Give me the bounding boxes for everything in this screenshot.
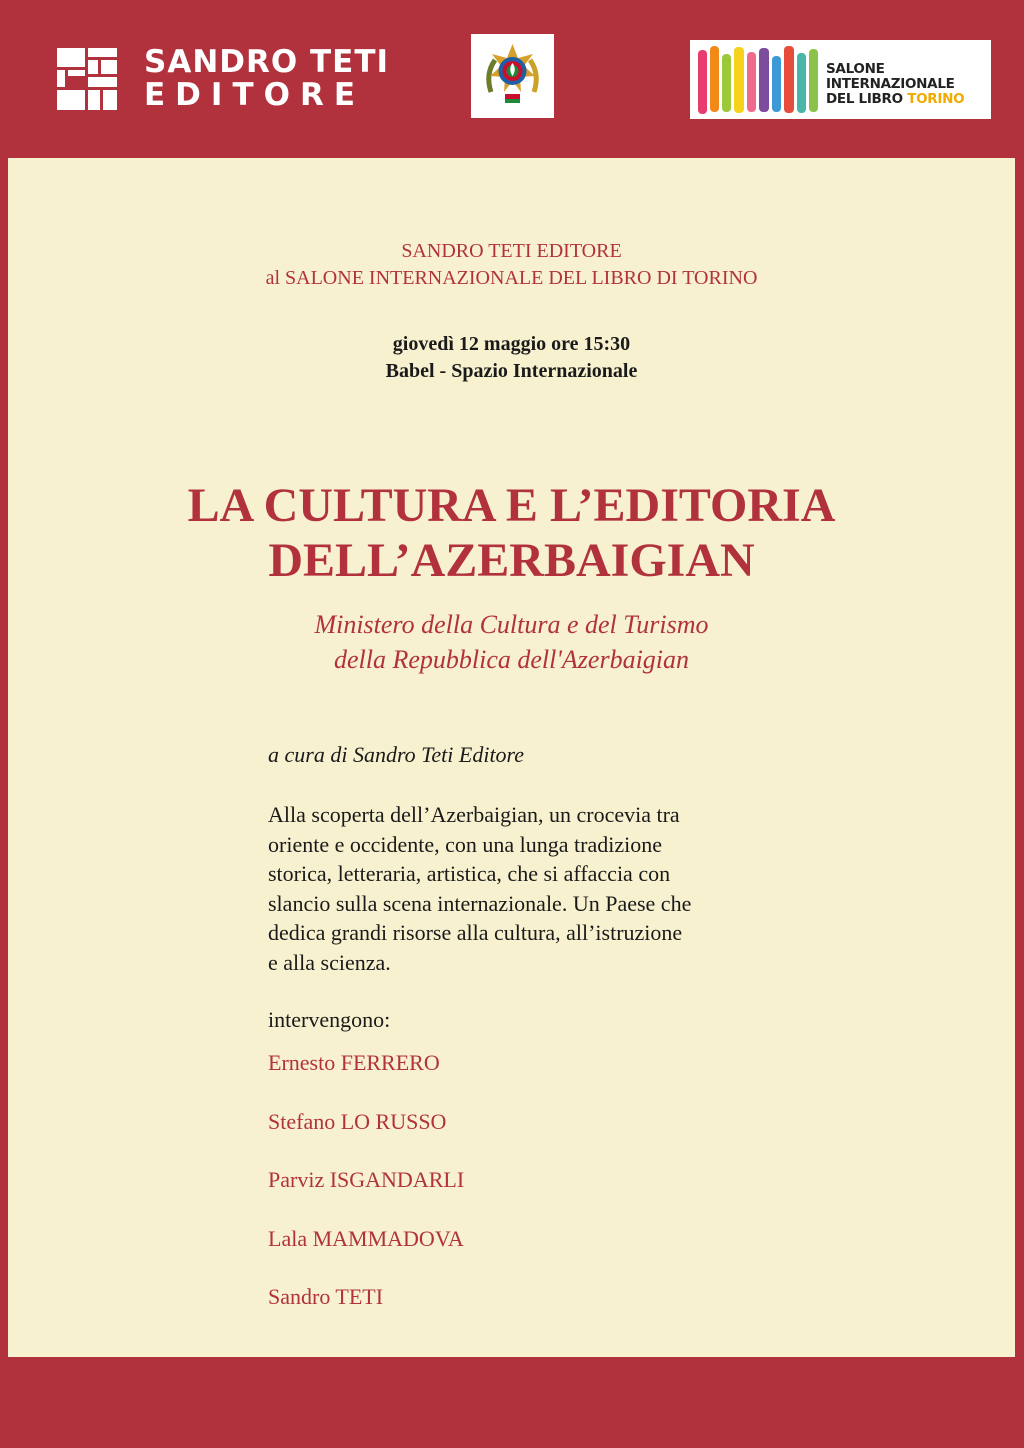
- description-line: slancio sulla scena internazionale. Un Paese che: [268, 890, 692, 916]
- subtitle: [8, 607, 1015, 677]
- speaker-item: Lala MAMMADOVA: [268, 1225, 464, 1251]
- speakers-list: [268, 1048, 464, 1341]
- header-band: [0, 0, 1024, 158]
- fair-logo-line1: SALONE: [826, 61, 885, 77]
- event-date-time: giovedì 12 maggio ore 15:30: [392, 333, 631, 355]
- publisher-logo-line1: SANDRO TETI: [144, 44, 390, 80]
- title-line1: LA CULTURA E L’EDITORIA: [187, 479, 836, 532]
- description-line: e alla scienza.: [268, 949, 391, 975]
- publisher-logo: [57, 44, 390, 113]
- fair-logo-line3-a: DEL LIBRO: [826, 91, 908, 107]
- fair-logo-stripes-icon: [696, 44, 820, 116]
- speaker-item: Stefano LO RUSSO: [268, 1108, 447, 1134]
- speaker-item: Ernesto FERRERO: [268, 1050, 440, 1075]
- fair-logo-text: [826, 62, 964, 107]
- fair-logo-line2: INTERNAZIONALE: [826, 76, 955, 92]
- state-emblem: [471, 34, 554, 118]
- speaker-item: Sandro TETI: [268, 1284, 384, 1309]
- date-location-block: [8, 331, 1015, 385]
- fair-logo: [690, 40, 991, 119]
- fair-logo-line3: [826, 92, 964, 107]
- speakers-heading: intervengono:: [268, 1007, 391, 1032]
- title-line2: DELL’AZERBAIGIAN: [268, 534, 755, 587]
- organizer-block: [8, 238, 1015, 292]
- curator-note: a cura di Sandro Teti Editore: [268, 742, 525, 767]
- description-line: oriente e occidente, con una lunga tradizione: [268, 831, 662, 857]
- publisher-logo-line2: EDITORE: [144, 77, 365, 113]
- description-line: dedica grandi risorse alla cultura, all’istruzione: [268, 920, 683, 945]
- page-title: [8, 478, 1015, 588]
- venue-fair: al SALONE INTERNAZIONALE DEL LIBRO DI TORINO: [265, 267, 758, 289]
- event-description: [268, 800, 748, 977]
- content-panel: [8, 158, 1015, 1357]
- organizer: SANDRO TETI EDITORE: [401, 240, 622, 262]
- description-line: Alla scoperta dell’Azerbaigian, un crocevia tra: [268, 802, 680, 827]
- speaker-item: Parviz ISGANDARLI: [268, 1167, 465, 1192]
- subtitle-line2: della Repubblica dell'Azerbaigian: [333, 645, 690, 674]
- event-location: Babel - Spazio Internazionale: [385, 360, 638, 382]
- publisher-logo-mark-icon: [57, 48, 117, 110]
- subtitle-line1: Ministero della Cultura e del Turismo: [314, 610, 709, 639]
- azerbaijan-state-emblem-icon: [471, 34, 554, 118]
- description-line: storica, letteraria, artistica, che si affaccia con: [268, 861, 671, 886]
- fair-logo-line3-b: TORINO: [907, 91, 965, 107]
